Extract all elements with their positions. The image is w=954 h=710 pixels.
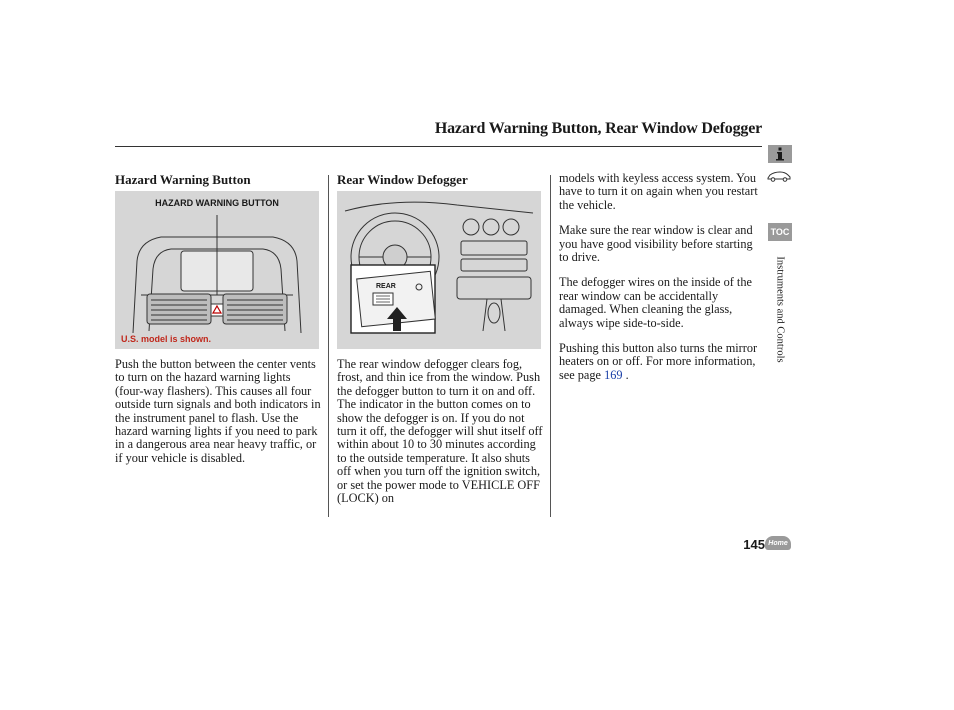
page-number: 145	[743, 537, 765, 552]
col3-paragraph-1: models with keyless access system. You have to turn it on again when you restart the vehicle.	[559, 171, 758, 212]
column-divider	[328, 175, 329, 517]
hazard-figure	[115, 191, 319, 349]
dashboard-center-illustration	[115, 191, 319, 349]
title-rule	[115, 146, 762, 147]
home-button[interactable]: Home	[765, 536, 791, 550]
defogger-figure-label: REAR	[376, 283, 396, 290]
toc-button[interactable]: TOC	[768, 223, 792, 241]
col3-text	[559, 172, 761, 382]
hazard-heading: Hazard Warning Button	[115, 172, 251, 187]
column-divider	[550, 175, 551, 517]
defogger-heading: Rear Window Defogger	[337, 172, 468, 187]
hazard-figure-label: HAZARD WARNING BUTTON	[155, 198, 279, 208]
col3-paragraph-2: Make sure the rear window is clear and you have good visibility before starting to drive.	[559, 223, 753, 265]
hazard-body	[115, 358, 321, 465]
section-side-tab-label: Instruments and Controls	[774, 255, 786, 363]
col3-paragraph-4-text: Pushing this button also turns the mirror heaters on or off. For more information, see page	[559, 341, 758, 382]
page-169-link[interactable]: 169	[604, 367, 623, 382]
dashboard-steering-illustration	[337, 191, 541, 349]
car-icon	[766, 170, 792, 182]
col3-paragraph-3: The defogger wires on the inside of the rear window can be accidentally damaged. When cleaning the glass, always wipe side-to-side.	[559, 275, 752, 330]
info-icon	[775, 147, 785, 161]
car-button[interactable]	[765, 167, 793, 185]
hazard-figure-caption: U.S. model is shown.	[121, 334, 212, 344]
col3-paragraph-4	[559, 342, 761, 382]
info-button[interactable]	[768, 145, 792, 163]
defogger-figure	[337, 191, 541, 349]
col3-paragraph-4-end: .	[622, 367, 629, 382]
page-title: Hazard Warning Button, Rear Window Defogger	[434, 120, 762, 137]
defogger-body	[337, 358, 547, 505]
defogger-body-paragraph: The rear window defogger clears fog, frost, and thin ice from the window. Push the defogger button to turn it on and off. The indicator in the button comes on to show the defogger is on. If you do not turn it off, the defogger will shut itself off within about 10 to 30 minutes according to the outside temperature. It also shuts off when you turn off the ignition switch, or set the power mode to VEHICLE OFF (LOCK) on	[337, 357, 543, 506]
section-side-tab	[770, 246, 790, 372]
hazard-body-paragraph: Push the button between the center vents to turn on the hazard warning lights (four-way flashers). This causes all four outside turn signals and both indicators in the instrument panel to flash. Use the hazard warning lights if you need to park in a dangerous area near heavy traffic, or if your vehicle is disabled.	[115, 357, 321, 465]
